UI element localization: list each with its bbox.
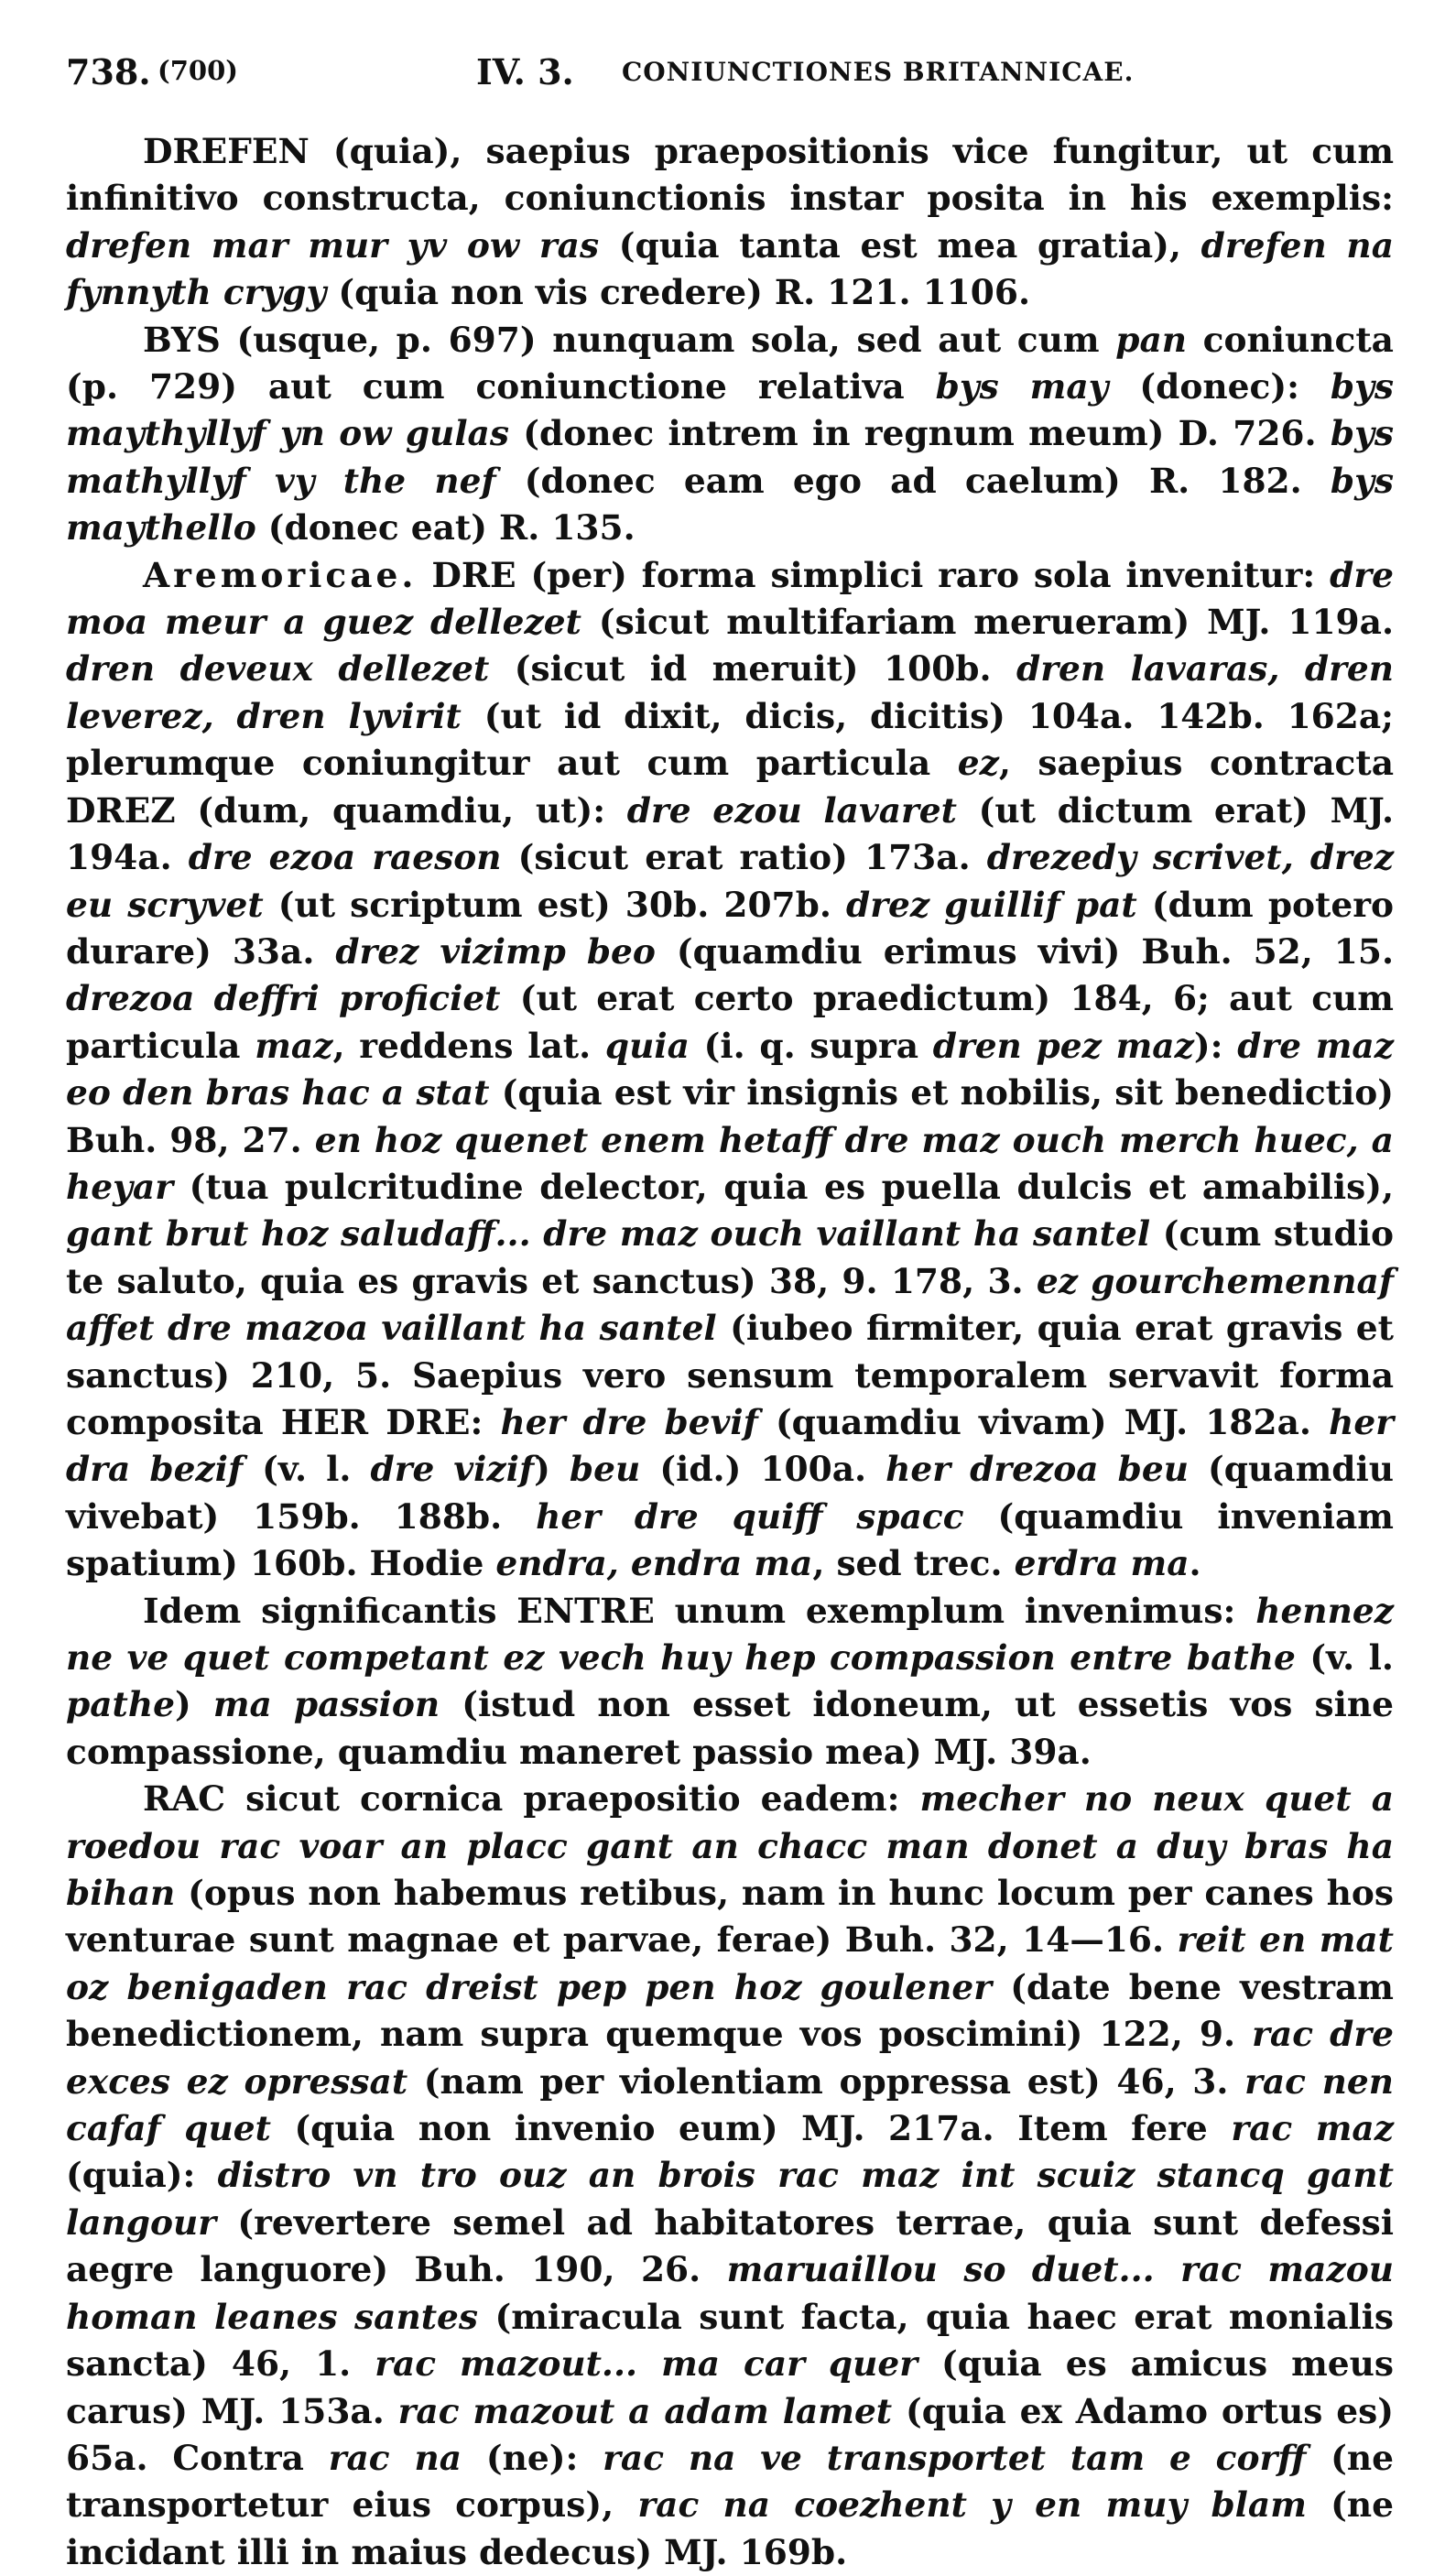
breton-example: rac mazout a adam lamet [397, 2390, 893, 2431]
breton-example: hennez ne ve quet competant ez vech huy hep compassion entre bathe [66, 1590, 1394, 1678]
breton-example: drez vizimp beo [335, 930, 656, 972]
breton-example: endra, endra ma [495, 1543, 813, 1584]
text-run: coniuncta (p. 729) aut cum coniunctione relativa [66, 319, 1394, 408]
text-run: (donec eam ego ad caelum) R. 182. [495, 460, 1331, 501]
breton-example: quia [604, 1025, 690, 1066]
text-run: ): [1193, 1025, 1238, 1066]
page-number: 738. [66, 51, 151, 92]
breton-example: reit en mat oz benigaden rac dreist pep pen hoz goulener [66, 1919, 1395, 2007]
breton-example: maz [255, 1025, 333, 1066]
breton-example: en hoz quenet enem hetaff dre maz ouch merch huec, a heyar [66, 1119, 1394, 1207]
breton-example: erdra ma [1014, 1543, 1190, 1584]
text-run: (id.) 100a. [640, 1449, 886, 1490]
breton-example: rac nen cafaf quet [66, 2060, 1394, 2149]
text-run: (donec eat) R. 135. [255, 507, 636, 549]
page-header [66, 44, 1394, 108]
text-run: ) [174, 1684, 213, 1725]
breton-example: rac dre exces ez opressat [66, 2014, 1395, 2102]
text-run: DRE (per) forma simplici raro sola invenitur: [417, 554, 1331, 595]
breton-example: ma passion [212, 1684, 440, 1725]
text-run: (quamdiu vivam) MJ. 182a. [757, 1401, 1330, 1442]
text-run: (cum studio te saluto, quia es gravis et sanctus) 38, 9. 178, 3. [66, 1213, 1395, 1301]
text-run: (sicut multifariam merueram) MJ. 119a. [581, 602, 1394, 643]
breton-example: dre ezou lavaret [626, 789, 957, 831]
text-run: , reddens lat. [332, 1025, 605, 1066]
text-run: (ut dictum erat) MJ. 194a. [66, 789, 1394, 878]
breton-example: bys may [935, 366, 1109, 408]
page-body [66, 128, 1394, 2576]
text-run: Aremoricae. [143, 554, 418, 595]
breton-example: her drezoa beu [885, 1449, 1189, 1490]
text-run: (quia): [66, 2155, 218, 2196]
paragraph [66, 317, 1394, 552]
breton-example: rac na coezhent y en muy blam [637, 2484, 1307, 2526]
text-run: (quamdiu inveniam spatium) 160b. Hodie [66, 1495, 1394, 1584]
text-run: (ne incidant illi in maius dedecus) MJ. 169b. [66, 2484, 1394, 2572]
breton-example: distro vn tro ouz an brois rac maz int scuiz stancq gant langour [66, 2155, 1394, 2243]
breton-example: her dre bevif [500, 1401, 758, 1442]
breton-example: beu [569, 1449, 641, 1490]
text-run: DREFEN (quia), saepius praepositionis vice fungitur, ut cum infinitivo constructa, coniunctionis instar posita in his exemplis: [66, 131, 1394, 219]
text-run: (ut scriptum est) 30b. 207b. [263, 884, 846, 925]
text-run: (quia non vis credere) R. 121. 1106. [326, 272, 1030, 313]
text-run: (tua pulcritudine delector, quia es puella dulcis et amabilis), [172, 1166, 1394, 1207]
text-run: (istud non esset idoneum, ut essetis vos sine compassione, quamdiu maneret passio mea) MJ. 39a. [66, 1684, 1394, 1772]
text-run: (ne transportetur eius corpus), [66, 2437, 1394, 2526]
text-run: Idem significantis ENTRE unum exemplum invenimus: [143, 1590, 1256, 1631]
text-run: (quamdiu erimus vivi) Buh. 52, 15. [655, 930, 1394, 972]
text-run: . [1189, 1543, 1201, 1584]
breton-example: dren pez maz [932, 1025, 1194, 1066]
breton-example: dre maz eo den bras hac a stat [66, 1025, 1395, 1114]
breton-example: rac na [328, 2437, 462, 2478]
running-title: CONIUNCTIONES BRITANNICAE. [622, 57, 1135, 87]
breton-example: drezoa deffri proficiet [66, 978, 501, 1019]
text-run: (ut id dixit, dicis, dicitis) 104a. 142b. 162a; plerumque coniungitur aut cum particula [66, 695, 1395, 784]
breton-example: ez gourchemennaf affet dre mazoa vaillant ha santel [66, 1260, 1394, 1349]
breton-example: drez guillif pat [846, 884, 1137, 925]
breton-example: gant brut hoz saludaff... dre maz ouch vaillant ha santel [66, 1213, 1151, 1255]
text-run: BYS (usque, p. 697) nunquam sola, sed aut cum [143, 319, 1116, 360]
text-run: ) [534, 1449, 570, 1490]
text-run: (donec): [1108, 366, 1331, 408]
breton-example: pathe [66, 1684, 175, 1725]
breton-example: rac maz [1231, 2108, 1395, 2149]
text-run: (v. l. [1295, 1637, 1394, 1678]
text-run: (v. l. [243, 1449, 371, 1490]
paragraph [66, 552, 1394, 1588]
text-run: (quia ex Adamo ortus es) 65a. Contra [66, 2390, 1394, 2478]
breton-example: rac na ve transportet tam e corff [603, 2437, 1307, 2478]
breton-example: drefen mar mur yv ow ras [66, 224, 600, 266]
text-run: (nam per violentiam oppressa est) 46, 3. [407, 2060, 1245, 2102]
breton-example: dren deveux dellezet [66, 648, 490, 690]
text-run: (quia est vir insignis et nobilis, sit benedictio) Buh. 98, 27. [66, 1072, 1394, 1160]
text-run: , saepius contracta DREZ (dum, quamdiu, ut): [66, 743, 1394, 831]
text-run: (quia es amicus meus carus) MJ. 153a. [66, 2343, 1394, 2431]
breton-example: drefen na fynnyth crygy [66, 224, 1394, 313]
breton-example: bys maythyllyf yn ow gulas [66, 366, 1394, 454]
text-run: (revertere semel ad habitatores terrae, quia sunt defessi aegre languore) Buh. 190, 26. [66, 2201, 1394, 2290]
breton-example: dre vizif [370, 1449, 535, 1490]
paragraph [66, 1588, 1394, 1777]
text-run: RAC sicut cornica praepositio eadem: [143, 1778, 920, 1820]
text-run: (dum potero durare) 33a. [66, 884, 1395, 972]
text-run: (date bene vestram benedictionem, nam supra quemque vos poscimini) 122, 9. [66, 1966, 1394, 2055]
breton-example: ez [957, 743, 999, 784]
original-page-number: (700) [158, 55, 238, 86]
text-run: (quamdiu vivebat) 159b. 188b. [66, 1449, 1394, 1537]
text-run: (ut erat certo praedictum) 184, 6; aut cum particula [66, 978, 1394, 1066]
text-run: (quia tanta est mea gratia), [599, 224, 1201, 266]
text-run: (miracula sunt facta, quia haec erat monialis sancta) 46, 1. [66, 2296, 1394, 2385]
text-run: (opus non habemus retibus, nam in hunc locum per canes hos venturae sunt magnae et parvae, ferae) Buh. 32, 14—16. [66, 1873, 1394, 1961]
breton-example: bys maythello [66, 460, 1395, 549]
breton-example: bys mathyllyf vy the nef [66, 413, 1394, 501]
text-run: (iubeo firmiter, quia erat gravis et sanctus) 210, 5. Saepius vero sensum temporalem servavit forma composita HER DRE: [66, 1308, 1394, 1442]
text-run: (sicut id meruit) 100b. [489, 648, 1017, 690]
breton-example: pan [1115, 319, 1188, 360]
breton-example: her dre quiff spacc [536, 1495, 964, 1537]
breton-example: dren lavaras, dren leverez, dren lyvirit [66, 648, 1395, 736]
breton-example: dre ezoa raeson [188, 837, 502, 878]
breton-example: her dra bezif [66, 1401, 1394, 1490]
breton-example: mecher no neux quet a roedou rac voar an placc gant an chacc man donet a duy bras ha bihan [66, 1778, 1395, 1914]
text-run: (quia non invenio eum) MJ. 217a. Item fere [270, 2108, 1232, 2149]
text-run: (sicut erat ratio) 173a. [501, 837, 987, 878]
text-run: , sed trec. [812, 1543, 1015, 1584]
paragraph [66, 1776, 1394, 2576]
breton-example: maruaillou so duet... rac mazou homan leanes santes [66, 2249, 1394, 2337]
paragraph [66, 128, 1394, 317]
section-number: IV. 3. [476, 51, 574, 92]
breton-example: rac mazout... ma car quer [375, 2343, 918, 2385]
text-run: (donec intrem in regnum meum) D. 726. [508, 413, 1331, 454]
breton-example: drezedy scrivet, drez eu scryvet [66, 837, 1395, 925]
text-run: (i. q. supra [689, 1025, 933, 1066]
text-run: (ne): [462, 2437, 603, 2478]
breton-example: dre moa meur a guez dellezet [66, 554, 1394, 643]
